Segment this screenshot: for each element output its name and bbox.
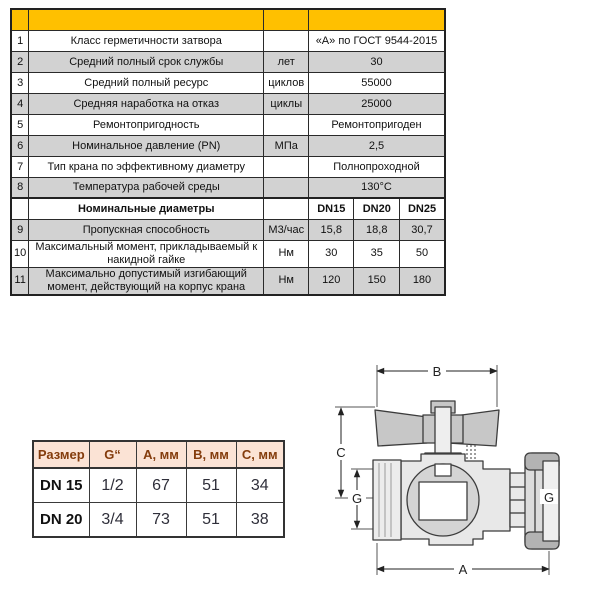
size-value: 38 xyxy=(236,503,284,538)
row-num: 9 xyxy=(11,219,29,240)
param-name: Номинальное давление (PN) xyxy=(29,135,264,156)
size-col-header: Размер xyxy=(33,441,89,468)
param-value: 50 xyxy=(400,240,445,267)
param-unit: Нм xyxy=(264,267,309,295)
param-value: 15,8 xyxy=(309,219,354,240)
dim-label-c: C xyxy=(336,445,346,460)
header-num-cell xyxy=(11,9,29,30)
size-value: 51 xyxy=(186,468,236,503)
param-value: 150 xyxy=(354,267,400,295)
dim-label-a: A xyxy=(458,562,468,577)
row-num: 5 xyxy=(11,114,29,135)
row-num: 11 xyxy=(11,267,29,295)
table-row xyxy=(11,156,445,177)
param-value: 55000 xyxy=(309,72,445,93)
valve-technical-drawing xyxy=(303,357,600,597)
param-unit: циклы xyxy=(264,93,309,114)
size-col-header: G“ xyxy=(89,441,136,468)
dim-label-g-left: G xyxy=(351,491,363,506)
param-value: 2,5 xyxy=(309,135,445,156)
param-unit xyxy=(264,198,309,219)
size-col-header: А, мм xyxy=(136,441,186,468)
param-name: Средний полный ресурс xyxy=(29,72,264,93)
spec-header-row xyxy=(11,9,445,30)
table-row xyxy=(11,30,445,51)
size-value: 1/2 xyxy=(89,468,136,503)
param-name: Пропускная способность xyxy=(29,219,264,240)
header-unit-cell xyxy=(264,9,309,30)
table-row xyxy=(11,135,445,156)
param-value: Ремонтопригоден xyxy=(309,114,445,135)
dn-col-label: DN25 xyxy=(400,198,445,219)
param-unit: Нм xyxy=(264,240,309,267)
size-name: DN 15 xyxy=(33,468,89,503)
size-value: 67 xyxy=(136,468,186,503)
param-value: 30 xyxy=(309,240,354,267)
param-value: 120 xyxy=(309,267,354,295)
table-row xyxy=(11,177,445,198)
dn-col-label: DN15 xyxy=(309,198,354,219)
row-num: 3 xyxy=(11,72,29,93)
left-thread-end xyxy=(373,460,401,540)
size-row xyxy=(33,503,284,538)
handle-left-wing xyxy=(375,410,427,446)
valve-body-group xyxy=(373,401,559,549)
header-value-cell xyxy=(309,9,445,30)
size-col-header: С, мм xyxy=(236,441,284,468)
param-value: 18,8 xyxy=(354,219,400,240)
param-value: 180 xyxy=(400,267,445,295)
row-num: 1 xyxy=(11,30,29,51)
table-row xyxy=(11,93,445,114)
param-name: Максимальный момент, прикладываемый к накидной гайке xyxy=(29,240,264,267)
table-row xyxy=(11,114,445,135)
param-name: Температура рабочей среды xyxy=(29,177,264,198)
size-table xyxy=(32,440,285,538)
param-value: 30 xyxy=(309,51,445,72)
param-unit xyxy=(264,156,309,177)
param-unit: М3/час xyxy=(264,219,309,240)
size-name: DN 20 xyxy=(33,503,89,538)
param-name: Средний полный срок службы xyxy=(29,51,264,72)
param-unit: лет xyxy=(264,51,309,72)
param-value: 30,7 xyxy=(400,219,445,240)
dim-label-b: B xyxy=(432,364,442,379)
param-value: Полнопроходной xyxy=(309,156,445,177)
table-row xyxy=(11,267,445,295)
param-name: Тип крана по эффективному диаметру xyxy=(29,156,264,177)
param-value: 25000 xyxy=(309,93,445,114)
size-value: 51 xyxy=(186,503,236,538)
size-header-row xyxy=(33,441,284,468)
param-value: 130°С xyxy=(309,177,445,198)
dim-label-g-right: G xyxy=(543,490,555,505)
table-row xyxy=(11,72,445,93)
table-row xyxy=(11,219,445,240)
header-name-cell xyxy=(29,9,264,30)
ball-bore xyxy=(419,482,467,520)
row-num xyxy=(11,198,29,219)
param-value: «А» по ГОСТ 9544-2015 xyxy=(309,30,445,51)
param-name: Максимально допустимый изгибающий момент, действующий на корпус крана xyxy=(29,267,264,295)
param-name: Класс герметичности затвора xyxy=(29,30,264,51)
param-unit xyxy=(264,114,309,135)
row-num: 6 xyxy=(11,135,29,156)
param-value: 35 xyxy=(354,240,400,267)
size-value: 34 xyxy=(236,468,284,503)
param-unit: циклов xyxy=(264,72,309,93)
size-value: 3/4 xyxy=(89,503,136,538)
table-row xyxy=(11,51,445,72)
spec-table xyxy=(10,8,446,296)
size-row xyxy=(33,468,284,503)
dn-header-title: Номинальные диаметры xyxy=(29,198,264,219)
row-num: 2 xyxy=(11,51,29,72)
size-col-header: В, мм xyxy=(186,441,236,468)
table-row xyxy=(11,240,445,267)
dn-header-row xyxy=(11,198,445,219)
param-name: Средняя наработка на отказ xyxy=(29,93,264,114)
row-num: 10 xyxy=(11,240,29,267)
param-name: Ремонтопригодность xyxy=(29,114,264,135)
row-num: 4 xyxy=(11,93,29,114)
param-unit: МПа xyxy=(264,135,309,156)
param-unit xyxy=(264,177,309,198)
row-num: 8 xyxy=(11,177,29,198)
row-num: 7 xyxy=(11,156,29,177)
size-value: 73 xyxy=(136,503,186,538)
param-unit xyxy=(264,30,309,51)
dn-col-label: DN20 xyxy=(354,198,400,219)
